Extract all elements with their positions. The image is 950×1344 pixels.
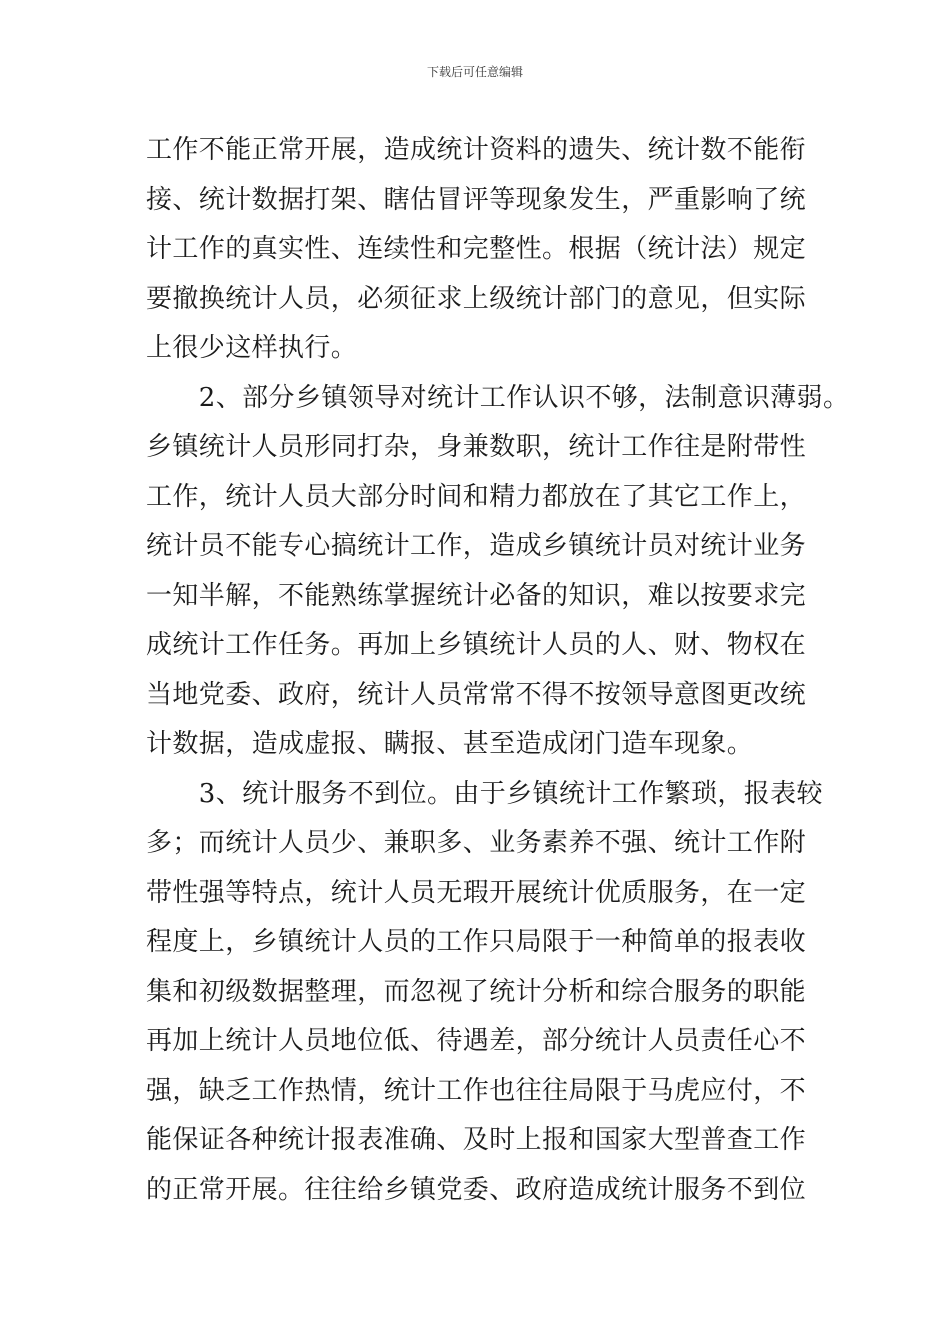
text-line: 程度上，乡镇统计人员的工作只局限于一种简单的报表收 (146, 927, 807, 957)
page-header: 下载后可任意编辑 (426, 65, 523, 79)
text-line: 带性强等特点，统计人员无瑕开展统计优质服务，在一定 (146, 877, 807, 908)
text-line: 集和初级数据整理，而忽视了统计分析和综合服务的职能 (146, 976, 807, 1007)
text-line: 强，缺乏工作热情，统计工作也往往局限于马虎应付，不 (146, 1075, 807, 1106)
text-line: 计工作的真实性、连续性和完整性。根据（统计法）规定 (146, 234, 807, 264)
text-line: 工作不能正常开展，造成统计资料的遗失、统计数不能衔 (146, 135, 807, 165)
text-line: 乡镇统计人员形同打杂，身兼数职，统计工作往是附带性 (146, 432, 807, 462)
text-line: 再加上统计人员地位低、待遇差，部分统计人员责任心不 (146, 1026, 807, 1056)
text-line: 成统计工作任务。再加上乡镇统计人员的人、财、物权在 (146, 630, 807, 660)
text-line: 要撤换统计人员，必须征求上级统计部门的意见，但实际 (146, 283, 807, 314)
paragraph-2-start: 2、部分乡镇领导对统计工作认识不够，法制意识薄弱。 (146, 382, 850, 413)
text-line: 接、统计数据打架、瞎估冒评等现象发生，严重影响了统 (146, 184, 807, 215)
paragraph-3-start: 3、统计服务不到位。由于乡镇统计工作繁琐，报表较 (146, 778, 823, 809)
document-body (146, 126, 850, 1215)
text-line: 当地党委、政府，统计人员常常不得不按领导意图更改统 (146, 679, 807, 710)
text-line: 工作，统计人员大部分时间和精力都放在了其它工作上， (146, 481, 807, 512)
text-line: 计数据，造成虚报、瞒报、甚至造成闭门造车现象。 (146, 729, 754, 759)
text-line: 上很少这样执行。 (146, 333, 358, 363)
text-line: 一知半解，不能熟练掌握统计必备的知识，难以按要求完 (146, 580, 807, 611)
text-line: 多；而统计人员少、兼职多、业务素养不强、统计工作附 (146, 828, 807, 858)
text-line: 能保证各种统计报表准确、及时上报和国家大型普查工作 (146, 1125, 807, 1155)
text-line: 的正常开展。往往给乡镇党委、政府造成统计服务不到位 (146, 1174, 807, 1205)
text-line: 统计员不能专心搞统计工作，造成乡镇统计员对统计业务 (146, 531, 807, 561)
